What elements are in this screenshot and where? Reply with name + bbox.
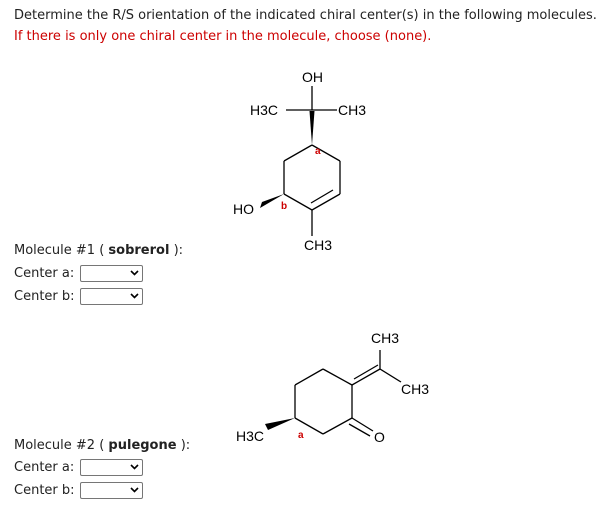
h3c-label: H3C (250, 102, 279, 118)
center-b-label: b (281, 201, 288, 212)
question-instruction: Determine the R/S orientation of the indicated chiral center(s) in the following molecules. (14, 8, 597, 23)
carbonyl-o-label: O (374, 429, 385, 445)
molecule-2-name: pulegone (108, 438, 177, 453)
ch3-top-label: CH3 (371, 330, 400, 346)
molecule-1-name: sobrerol (108, 243, 170, 258)
molecule-2-center-a-label: Center a: (14, 459, 75, 475)
molecule-1-title: Molecule #1 ( sobrerol ): (14, 243, 184, 258)
h3c-label: H3C (236, 428, 265, 444)
molecule-2-title: Molecule #2 ( pulegone ): (14, 438, 191, 453)
molecule-1-center-a-label: Center a: (14, 265, 75, 281)
wedge-bond-a (265, 418, 295, 430)
ch3-right-label: CH3 (401, 381, 430, 397)
center-a-label: a (315, 146, 321, 157)
center-a-label: a (298, 430, 304, 441)
ho-label: HO (233, 201, 254, 217)
molecule-1-center-b-label: Center b: (14, 288, 75, 304)
molecule-2-center-b-label: Center b: (14, 482, 75, 498)
ch3-bottom-label: CH3 (304, 237, 333, 253)
oh-label: OH (302, 69, 323, 85)
ch3-label: CH3 (338, 102, 367, 118)
question-note: If there is only one chiral center in the molecule, choose (none). (14, 29, 432, 44)
